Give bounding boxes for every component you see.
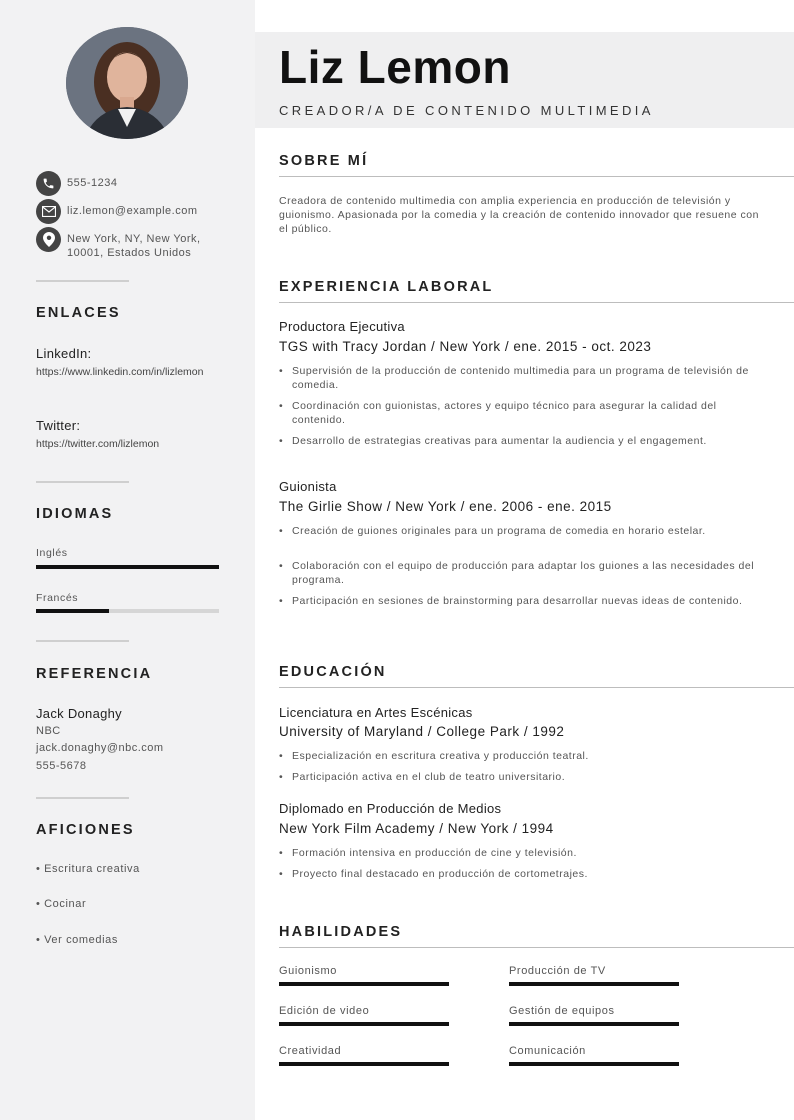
candidate-name: Liz Lemon	[279, 41, 511, 93]
job-subtitle: TGS with Tracy Jordan / New York / ene. 2015 - oct. 2023	[279, 339, 652, 354]
skill-label: Guionismo	[279, 965, 337, 977]
contact-phone-text: 555-1234	[67, 177, 118, 189]
language-english-fill	[36, 565, 219, 569]
section-rule	[279, 947, 794, 948]
languages-heading: IDIOMAS	[36, 506, 114, 522]
education-subtitle: New York Film Academy / New York / 1994	[279, 821, 554, 836]
language-french-fill	[36, 609, 109, 613]
language-french-label: Francés	[36, 592, 79, 604]
contact-email	[36, 199, 198, 224]
section-rule	[279, 687, 794, 688]
education-title: Licenciatura en Artes Escénicas	[279, 705, 473, 720]
language-english-label: Inglés	[36, 547, 68, 559]
skill-label: Edición de video	[279, 1005, 370, 1017]
job-bullet: • Desarrollo de estrategias creativas para aumentar la audiencia y el engagement.	[279, 434, 759, 448]
job-bullet: • Creación de guiones originales para un programa de comedia en horario estelar.	[279, 524, 759, 538]
twitter-link[interactable]: https://twitter.com/lizlemon	[36, 438, 160, 450]
job-bullet: • Colaboración con el equipo de producción para adaptar los guiones a las necesidades del programa.	[279, 559, 759, 587]
main-content	[255, 0, 794, 1120]
linkedin-link[interactable]: https://www.linkedin.com/in/lizlemon	[36, 366, 204, 378]
job-title: Productora Ejecutiva	[279, 319, 405, 334]
twitter-label: Twitter:	[36, 418, 81, 433]
divider	[36, 640, 129, 642]
skill-label: Producción de TV	[509, 965, 606, 977]
divider	[36, 481, 129, 483]
section-rule	[279, 176, 794, 177]
skill-bar	[509, 982, 679, 986]
job-bullet: • Coordinación con guionistas, actores y equipo técnico para asegurar la calidad del contenido.	[279, 399, 759, 427]
divider	[36, 280, 129, 282]
phone-icon	[36, 171, 61, 196]
skills-heading: HABILIDADES	[279, 924, 403, 940]
hobby-item: • Escritura creativa	[36, 863, 140, 875]
hobbies-heading: AFICIONES	[36, 822, 135, 838]
skill-label: Comunicación	[509, 1045, 586, 1057]
candidate-title: CREADOR/A DE CONTENIDO MULTIMEDIA	[279, 103, 654, 118]
education-bullet: • Proyecto final destacado en producción de cortometrajes.	[279, 867, 759, 881]
about-text: Creadora de contenido multimedia con amplia experiencia en producción de televisión y guionismo. Apasionada por la comedia y la creación de contenido innovador que resuene con el público.	[279, 195, 759, 235]
contact-phone	[36, 171, 118, 196]
profile-photo-image	[66, 27, 188, 139]
skill-label: Gestión de equipos	[509, 1005, 615, 1017]
contact-email-text[interactable]: liz.lemon@example.com	[67, 205, 198, 217]
job-bullet: • Participación en sesiones de brainstorming para desarrollar nuevas ideas de contenido.	[279, 594, 759, 608]
education-bullet: • Participación activa en el club de teatro universitario.	[279, 770, 759, 784]
links-heading: ENLACES	[36, 305, 121, 321]
education-title: Diplomado en Producción de Medios	[279, 801, 502, 816]
education-subtitle: University of Maryland / College Park / 1992	[279, 724, 565, 739]
contact-address	[36, 227, 201, 260]
about-heading: SOBRE MÍ	[279, 153, 369, 169]
divider	[36, 797, 129, 799]
reference-phone: 555-5678	[36, 760, 87, 772]
reference-name: Jack Donaghy	[36, 706, 122, 721]
skill-bar	[279, 982, 449, 986]
sidebar	[0, 0, 255, 1120]
reference-company: NBC	[36, 725, 61, 737]
education-heading: EDUCACIÓN	[279, 664, 387, 680]
contact-address-text: New York, NY, New York, 10001, Estados Unidos	[67, 233, 201, 259]
envelope-icon	[36, 199, 61, 224]
skill-bar	[509, 1062, 679, 1066]
skill-bar	[279, 1022, 449, 1026]
linkedin-label: LinkedIn:	[36, 346, 92, 361]
profile-photo	[66, 27, 188, 139]
hobby-item: • Cocinar	[36, 898, 87, 910]
education-bullet: • Formación intensiva en producción de cine y televisión.	[279, 846, 759, 860]
language-english-bar	[36, 565, 219, 569]
job-title: Guionista	[279, 479, 337, 494]
job-subtitle: The Girlie Show / New York / ene. 2006 - ene. 2015	[279, 499, 612, 514]
reference-email[interactable]: jack.donaghy@nbc.com	[36, 742, 164, 754]
skill-bar	[509, 1022, 679, 1026]
reference-heading: REFERENCIA	[36, 666, 153, 682]
experience-heading: EXPERIENCIA LABORAL	[279, 279, 494, 295]
skill-label: Creatividad	[279, 1045, 342, 1057]
section-rule	[279, 302, 794, 303]
language-french-bar	[36, 609, 219, 613]
skill-bar	[279, 1062, 449, 1066]
hobby-item: • Ver comedias	[36, 934, 118, 946]
location-pin-icon	[36, 227, 61, 252]
education-bullet: • Especialización en escritura creativa y producción teatral.	[279, 749, 759, 763]
job-bullet: • Supervisión de la producción de contenido multimedia para un programa de televisión de comedia.	[279, 364, 759, 392]
